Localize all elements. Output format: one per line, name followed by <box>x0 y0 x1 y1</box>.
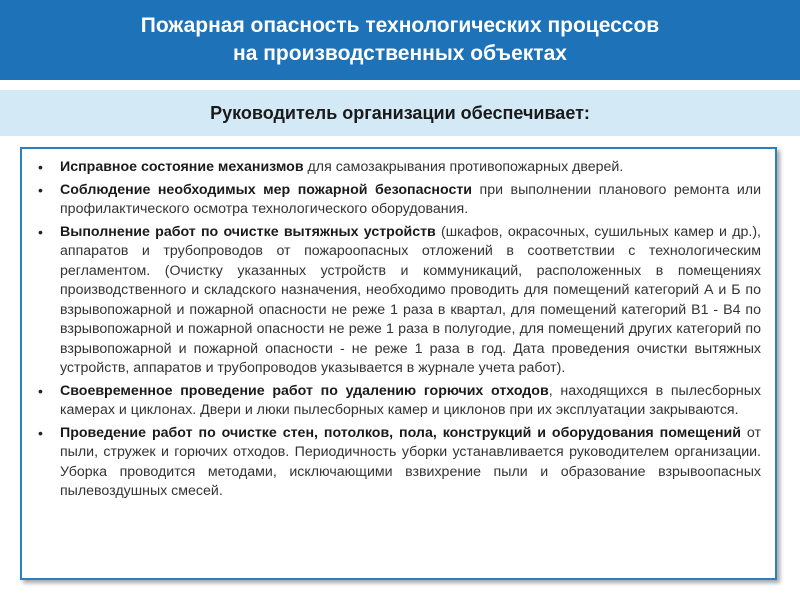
list-item-bold: Своевременное проведение работ по удалению горючих отходов <box>60 382 549 399</box>
section-heading: Руководитель организации обеспечивает: <box>210 102 590 123</box>
list-item <box>36 158 761 178</box>
section-heading-bar <box>0 90 800 136</box>
slide-header <box>0 0 800 80</box>
list-item-bold: Проведение работ по очистке стен, потолков, пола, конструкций и оборудования помещений <box>60 424 741 441</box>
list-item <box>36 382 761 421</box>
list-item <box>36 424 761 502</box>
list-item-text: для самозакрывания противопожарных дверей. <box>303 159 624 175</box>
list-item-bold: Исправное состояние механизмов <box>60 159 304 175</box>
list-item-text: (шкафов, окрасочных, сушильных камер и др.), аппаратов и трубопроводов от пожароопасных отложений в соответствии с технологическим регламентом. (Очистку указанных устройств и коммуникаций, расположенных в помещениях производственного и складского назначения, необходимо проводить для помещений категорий А и Б по взрывопожарной и пожарной опасности не реже 1 раза в квартал, для помещений категорий В1 - В4 по взрывопожарной и пожарной опасности не реже 1 раза в полугодие, для помещений других категорий по взрывопожарной и пожарной опасности - не реже 1 раза в год. Дата проведения очистки вытяжных устройств, аппаратов и трубопроводов указывается в журнале учета работ). <box>60 223 761 376</box>
list-item-text: от пыли, стружек и горючих отходов. Периодичность уборки устанавливается руководителем организации. Уборка проводится методами, исключающими взвихрение пыли и образование взрывоопасных пылевоздушных смесей. <box>60 424 761 499</box>
list-item-bold: Соблюдение необходимых мер пожарной безопасности <box>60 181 473 198</box>
slide-title-line-1: Пожарная опасность технологических процессов <box>140 14 660 37</box>
bullet-icon: • <box>38 382 43 399</box>
list-item-text: , находящихся в пылесборных камерах и циклонах. Двери и люки пылесборных камер и циклонов при их эксплуатации закрываются. <box>60 382 761 418</box>
bullet-icon: • <box>38 159 43 175</box>
bullet-icon: • <box>38 223 43 240</box>
bullet-list <box>36 158 761 505</box>
bullet-icon: • <box>38 181 43 198</box>
list-item <box>36 181 761 220</box>
list-item-text: при выполнении планового ремонта или профилактического осмотра технологического оборудования. <box>60 181 761 217</box>
list-item-bold: Выполнение работ по очистке вытяжных устройств <box>60 223 436 240</box>
list-item <box>36 223 761 379</box>
slide-title-line-2: на производственных объектах <box>233 42 567 65</box>
content-box <box>20 147 777 580</box>
bullet-icon: • <box>38 424 43 441</box>
